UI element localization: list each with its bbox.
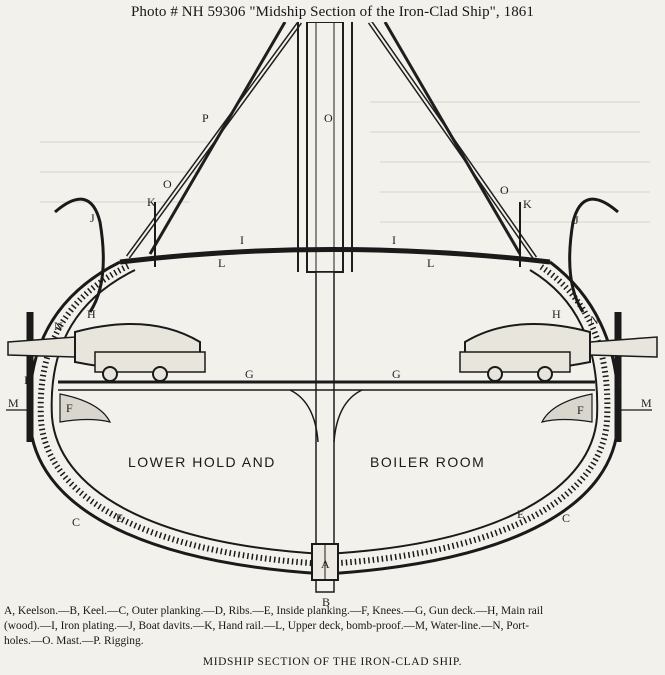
label-E-left: E bbox=[116, 511, 124, 525]
label-H-left: H bbox=[87, 307, 96, 321]
label-C-left: C bbox=[72, 515, 81, 529]
legend-line: (wood).—I, Iron plating.—J, Boat davits.—K, Hand rail.—L, Upper deck, bomb-proof.—M, Water-line.—N, Port- bbox=[4, 620, 530, 632]
label-O: O bbox=[324, 111, 333, 125]
room-label-boiler-room: BOILER ROOM bbox=[370, 454, 486, 470]
legend bbox=[4, 604, 662, 649]
label-L-right: L bbox=[427, 256, 435, 270]
label-O-left: O bbox=[163, 177, 172, 191]
label-L-left: L bbox=[218, 256, 226, 270]
legend-line: holes.—O. Mast.—P. Rigging. bbox=[4, 635, 144, 647]
midship-section-engraving bbox=[0, 22, 665, 622]
label-C-right: C bbox=[562, 511, 571, 525]
gun-left bbox=[8, 324, 205, 381]
background-print bbox=[40, 102, 650, 222]
label-J-left: J bbox=[90, 211, 95, 225]
label-I-top-right: I bbox=[392, 233, 396, 247]
label-O-right: O bbox=[500, 183, 509, 197]
figure-caption: MIDSHIP SECTION OF THE IRON-CLAD SHIP. bbox=[202, 656, 463, 668]
label-M-left: M bbox=[8, 396, 19, 410]
label-J-right: J bbox=[574, 213, 579, 227]
label-A: A bbox=[321, 557, 330, 571]
label-P: P bbox=[202, 111, 209, 125]
label-K-right: K bbox=[523, 197, 532, 211]
label-N-left: N bbox=[54, 319, 63, 333]
photo-header: Photo # NH 59306 "Midship Section of the Iron-Clad Ship", 1861 bbox=[130, 4, 535, 20]
label-B: B bbox=[322, 595, 331, 609]
label-H-right: H bbox=[552, 307, 561, 321]
label-E-right: E bbox=[517, 507, 525, 521]
label-M-right: M bbox=[641, 396, 652, 410]
mast bbox=[307, 22, 343, 592]
room-label-lower-hold: LOWER HOLD AND bbox=[128, 454, 276, 470]
label-F-left: F bbox=[66, 401, 73, 415]
label-N-right: N bbox=[590, 313, 599, 327]
legend-line: A, Keelson.—B, Keel.—C, Outer planking.—D, Ribs.—E, Inside planking.—F, Knees.—G, Gun deck.—H, Main rail bbox=[4, 605, 544, 617]
label-I-left: I bbox=[24, 373, 28, 387]
label-I-top-left: I bbox=[240, 233, 244, 247]
label-G-right: G bbox=[392, 367, 401, 381]
gun-right bbox=[460, 324, 657, 381]
label-K-left: K bbox=[147, 195, 156, 209]
label-G-left: G bbox=[245, 367, 254, 381]
label-I-right: I bbox=[617, 375, 621, 389]
label-F-right: F bbox=[577, 403, 584, 417]
